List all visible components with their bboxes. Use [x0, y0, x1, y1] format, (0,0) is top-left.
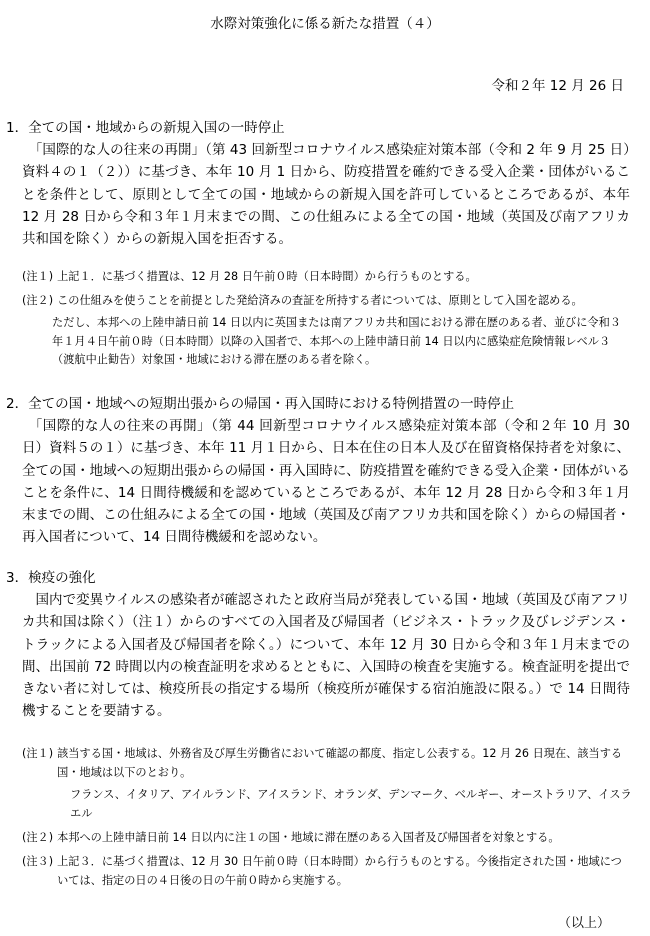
note-text: 該当する国・地域は、外務省及び厚生労働省において確認の都度、指定し公表する。12 月 26 日現在、該当する国・地域は以下のとおり。 [57, 747, 623, 779]
section-3-note-2 [0, 829, 650, 848]
note-label: (注２) [22, 831, 54, 845]
section-1-note-2 [0, 292, 650, 311]
note-label: (注３) [22, 854, 54, 868]
country-list: フランス、イタリア、アイルランド、アイスランド、オランダ、デンマーク、ベルギー、オーストラリア、イスラエル [70, 788, 632, 820]
section-3-note-1 [0, 745, 650, 782]
note-text: 本邦への上陸申請日前 14 日以内に注１の国・地域に滞在歴のある入国者及び帰国者を対象とする。 [57, 831, 560, 845]
note-label: (注１) [22, 747, 54, 760]
section-3-notes [0, 745, 650, 890]
section-1-body [0, 139, 650, 250]
section-3 [0, 567, 650, 723]
section-1-notes [0, 268, 650, 370]
note-text: 上記１．に基づく措置は、12 月 28 日午前０時（日本時間）から行うものとする。 [57, 270, 477, 283]
section-3-paragraph: 国内で変異ウイルスの感染者が確認されたと政府当局が発表している国・地域（英国及び南アフリカ共和国は除く）（注１）からのすべての入国者及び帰国者（ビジネス・トラック及びレジデンス・トラックによる入国者及び帰国者を除く。）について、本年 12 月 30 日から令和３年１月末までの間、出国前 72 時間以内の検査証明を求めるとともに、入国時の検査を実施する。検査証明を提出できない者に対しては、検疫所長の指定する場所（検疫所が確保する宿泊施設に限る。）で 14 日間待機することを要請する。 [22, 592, 630, 720]
section-2-heading: 2．全ての国・地域への短期出張からの帰国・再入国時における特例措置の一時停止 [6, 396, 515, 412]
closing-mark: （以上） [557, 916, 610, 931]
section-2-body [0, 415, 650, 549]
section-1-note-2-extra: ただし、本邦への上陸申請日前 14 日以内に英国または南アフリカ共和国における滞在歴のある者、並びに令和３年１月４日午前０時（日本時間）以降の入国者で、本邦への上陸申請日前 14 日以内に感染症危険情報レベル３（渡航中止勧告）対象国・地域における滞在歴のある者を除く。 [52, 316, 621, 367]
note-text: 上記３．に基づく措置は、12 月 30 日午前０時（日本時間）から行うものとする。今後指定された国・地域については、指定の日の４日後の日の午前０時から実施する。 [57, 854, 622, 887]
note-label: (注１) [22, 270, 54, 283]
section-3-note-3 [0, 853, 650, 890]
section-3-body [0, 589, 650, 723]
section-1-note-1 [0, 268, 650, 287]
section-2-paragraph: 「国際的な人の往来の再開」（第 44 回新型コロナウイルス感染症対策本部（令和２年 10 月 30 日）資料５の１）に基づき、本年 11 月１日から、日本在住の日本人及び在留資格保持者を対象に、全ての国・地域への短期出張からの帰国・再入国時に、防疫措置を確約できる受入企業・団体がいることを条件に、14 日間待機緩和を認めているところであるが、本年 12 月 28 日から令和３年１月末までの間、この仕組みによる全ての国・地域（英国及び南アフリカ共和国を除く）からの帰国者・再入国者について、14 日間待機緩和を認めない。 [22, 418, 630, 546]
section-2 [0, 393, 650, 549]
document-date: 令和２年 12 月 26 日 [491, 78, 624, 94]
section-1-heading: 1．全ての国・地域からの新規入国の一時停止 [6, 120, 285, 136]
note-label: (注２) [22, 293, 54, 307]
document-title: 水際対策強化に係る新たな措置（４） [210, 16, 440, 32]
note-text: この仕組みを使うことを前提とした発給済みの査証を所持する者については、原則として入国を認める。 [57, 293, 583, 307]
section-1 [0, 117, 650, 250]
section-3-heading: 3．検疫の強化 [6, 570, 96, 586]
section-1-paragraph: 「国際的な人の往来の再開」（第 43 回新型コロナウイルス感染症対策本部（令和 2 年 9 月 25 日）資料４の１（２））に基づき、本年 10 月 1 日から、防疫措置を確約できる受入企業・団体がいることを条件として、原則として全ての国・地域からの新規入国を許可しているところであるが、本年 12 月 28 日から令和３年１月末までの間、この仕組みによる全ての国・地域（英国及び南アフリカ共和国を除く）からの新規入国を拒否する。 [22, 142, 630, 248]
